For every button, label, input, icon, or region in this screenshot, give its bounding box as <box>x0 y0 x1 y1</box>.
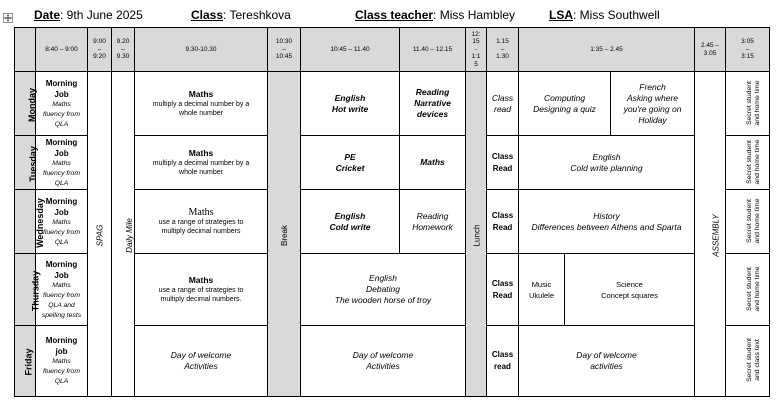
end-of-day-monday: Secret student and home time <box>726 72 770 136</box>
time-2-45: 2.45 – 3.05 <box>695 28 726 72</box>
time-12-15: 12: 15 - 1:1 5 <box>466 28 487 72</box>
spag-column: SPAG <box>88 72 112 397</box>
date-field: Date: 9th June 2025 <box>34 8 143 22</box>
document-header <box>0 8 772 24</box>
time-9-00: 9:00 – 9:20 <box>88 28 112 72</box>
table-move-handle-icon[interactable] <box>3 13 13 23</box>
pe-tuesday: PE Cricket <box>301 136 400 190</box>
day-wednesday: Wednesday <box>15 190 36 254</box>
time-1-35: 1:35 – 2.45 <box>519 28 695 72</box>
time-10-30: 10:30 – 10:45 <box>268 28 301 72</box>
time-9-20: 9.20 – 9.30 <box>112 28 135 72</box>
timetable <box>14 27 770 397</box>
time-10-45: 10:45 – 11.40 <box>301 28 400 72</box>
class-read-thursday: Class Read <box>487 254 519 326</box>
time-9-30: 9.30-10.30 <box>135 28 268 72</box>
maths-tuesday: Maths multiply a decimal number by a whole number <box>135 136 268 190</box>
reading-monday: Reading Narrative devices <box>400 72 466 136</box>
lsa-field: LSA: Miss Southwell <box>549 8 660 22</box>
reading-wednesday: Reading Homework <box>400 190 466 254</box>
time-1-15: 1.15 – 1.30 <box>487 28 519 72</box>
end-of-day-friday: Secret student and class text <box>726 326 770 397</box>
class-read-tuesday: Class Read <box>487 136 519 190</box>
welcome-friday-late-morning: Day of welcome Activities <box>301 326 466 397</box>
morning-job-monday: Morning Job Maths fluency from QLA <box>36 72 88 136</box>
english-tuesday-afternoon: English Cold write planning <box>519 136 695 190</box>
lunch-column: Lunch <box>466 72 487 397</box>
day-friday: Friday <box>15 326 36 397</box>
music-thursday: Music Ukulele <box>519 254 565 325</box>
english-monday: English Hot write <box>301 72 400 136</box>
morning-job-tuesday: Morning Job Maths fluency from QLA <box>36 136 88 190</box>
maths-wednesday: Maths use a range of strategies to multiply decimal numbers <box>135 190 268 254</box>
morning-job-thursday: Morning Job Maths fluency from QLA and spelling tests <box>36 254 88 326</box>
english-thursday: English Debating The wooden horse of troy <box>301 254 466 326</box>
class-field: Class: Tereshkova <box>191 8 291 22</box>
computing-monday: Computing Designing a quiz <box>519 72 611 136</box>
welcome-friday-afternoon: Day of welcome activities <box>519 326 695 397</box>
daily-mile-column: Daily Mile <box>112 72 135 397</box>
day-thursday: Thursday <box>15 254 36 326</box>
maths2-tuesday: Maths <box>400 136 466 190</box>
break-column: Break <box>268 72 301 397</box>
time-11-40: 11.40 – 12.15 <box>400 28 466 72</box>
class-read-wednesday: Class Read <box>487 190 519 254</box>
assembly-column: ASSEMBLY <box>695 72 726 397</box>
maths-monday: Maths multiply a decimal number by a whole number <box>135 72 268 136</box>
corner-cell <box>15 28 36 72</box>
teacher-field: Class teacher: Miss Hambley <box>355 8 516 22</box>
row-monday <box>15 72 770 136</box>
end-of-day-thursday: Secret student and home time <box>726 254 770 326</box>
end-of-day-wednesday: Secret student and home time <box>726 190 770 254</box>
science-thursday: Science Concept squares <box>601 279 658 300</box>
french-monday: French Asking where you're going on Holiday <box>611 72 695 136</box>
end-of-day-tuesday: Secret student and home time <box>726 136 770 190</box>
history-wednesday: History Differences between Athens and Sparta <box>519 190 695 254</box>
morning-job-friday: Morning job Maths fluency from QLA <box>36 326 88 397</box>
maths-thursday: Maths use a range of strategies to multiply decimal numbers. <box>135 254 268 326</box>
class-read-friday: Class read <box>487 326 519 397</box>
day-tuesday: Tuesday <box>15 136 36 190</box>
thursday-afternoon <box>519 254 695 326</box>
day-monday: Monday <box>15 72 36 136</box>
morning-job-wednesday: Morning Job Maths fluency from QLA <box>36 190 88 254</box>
time-3-05: 3:05 – 3:15 <box>726 28 770 72</box>
time-8-40: 8:40 – 9:00 <box>36 28 88 72</box>
class-read-monday: Class read <box>487 72 519 136</box>
time-header-row <box>15 28 770 72</box>
welcome-friday-morning: Day of welcome Activities <box>135 326 268 397</box>
english-wednesday: English Cold write <box>301 190 400 254</box>
